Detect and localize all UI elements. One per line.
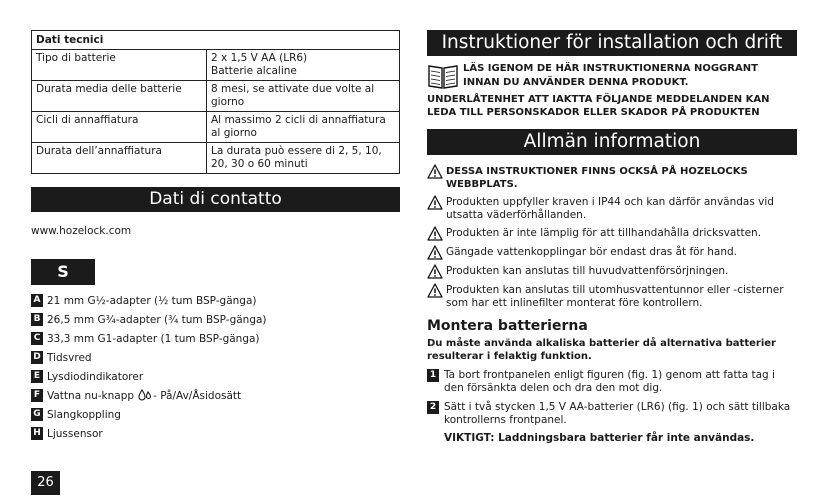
- list-item: [31, 427, 400, 446]
- tech-label: Durata media delle batterie: [32, 81, 207, 112]
- part-text: Vattna nu-knapp: [47, 390, 135, 402]
- alert-text: DESSA INSTRUKTIONER FINNS OCKSÅ PÅ HOZELOCKS WEBBPLATS.: [446, 166, 748, 190]
- website-url: www.hozelock.com: [31, 225, 132, 237]
- list-item: [31, 313, 400, 332]
- read-notice-text: LÄS IGENOM DE HÄR INSTRUKTIONERNA NOGGRANT INNAN DU ANVÄNDER DENNA PRODUKT.: [463, 63, 758, 88]
- part-text: 21 mm G½-adapter (½ tum BSP-gänga): [47, 295, 257, 307]
- right-column: [427, 30, 797, 444]
- batteries-intro: Du måste använda alkaliska batterier då alternativa batterier resulterar i felaktig funktion.: [427, 338, 776, 362]
- part-suffix: - På/Av/Åsidosätt: [153, 390, 242, 402]
- list-item: [31, 294, 400, 313]
- batteries-heading: Montera batterierna: [427, 318, 588, 334]
- water-drop-icon: [138, 389, 152, 402]
- list-item: [427, 284, 797, 310]
- tech-value: Al massimo 2 cicli di annaffiatura al giorno: [207, 112, 400, 143]
- part-letter: B: [31, 313, 43, 326]
- tech-table-header: Dati tecnici: [32, 31, 400, 50]
- part-text: Lysdiodindikatorer: [47, 371, 144, 383]
- list-item: [427, 246, 797, 260]
- list-item: [427, 369, 797, 395]
- read-notice: [427, 62, 797, 90]
- list-item: [31, 351, 400, 370]
- tech-value: 8 mesi, se attivate due volte al giorno: [207, 81, 400, 112]
- left-column: [31, 30, 400, 446]
- page-number: 26: [31, 471, 60, 495]
- part-letter: E: [31, 370, 43, 383]
- part-letter: G: [31, 408, 43, 421]
- part-letter: C: [31, 332, 43, 345]
- list-item: [427, 196, 797, 222]
- warning-icon: [427, 164, 443, 179]
- warning-icon: [427, 195, 443, 210]
- alert-text: Produkten kan anslutas till huvudvattenförsörjningen.: [446, 265, 729, 277]
- step-number: 2: [427, 401, 439, 414]
- list-item: [31, 408, 400, 427]
- warning-icon: [427, 264, 443, 279]
- part-text: Tidsvred: [47, 352, 92, 364]
- book-icon: [427, 62, 459, 90]
- table-row: [32, 81, 400, 112]
- alert-list: [427, 165, 797, 310]
- step-number: 1: [427, 369, 439, 382]
- tech-label: Cicli di annaffiatura: [32, 112, 207, 143]
- table-row: [32, 143, 400, 174]
- alert-text: Produkten kan anslutas till utomhusvattentunnor eller -cisterner som har ett inlinefilter monterat före kontrollern.: [446, 284, 784, 309]
- language-section-badge: S: [31, 259, 95, 285]
- tech-label: Tipo di batterie: [32, 50, 207, 81]
- table-row: [32, 112, 400, 143]
- list-item: [31, 370, 400, 389]
- list-item: [427, 227, 797, 241]
- part-letter: A: [31, 294, 43, 307]
- table-row: [32, 50, 400, 81]
- tech-data-table: [31, 30, 400, 174]
- part-text: Slangkoppling: [47, 409, 121, 421]
- warning-icon: [427, 245, 443, 260]
- general-info-heading: Allmän information: [427, 129, 797, 155]
- instructions-heading: Instruktioner för installation och drift: [427, 30, 797, 56]
- part-letter: D: [31, 351, 43, 364]
- list-item: [427, 165, 797, 191]
- alert-text: Produkten uppfyller kraven i IP44 och kan därför användas vid utsatta väderförhållanden.: [446, 196, 774, 221]
- step-text: Ta bort frontpanelen enligt figuren (fig. 1) genom att fatta tag i den försänkta delen och dra den mot dig.: [444, 369, 775, 394]
- list-item: [31, 389, 400, 408]
- tech-value: 2 x 1,5 V AA (LR6) Batterie alcaline: [207, 50, 400, 81]
- part-letter: F: [31, 389, 43, 402]
- warning-icon: [427, 283, 443, 298]
- list-item: [427, 265, 797, 279]
- tech-value: La durata può essere di 2, 5, 10, 20, 30 o 60 minuti: [207, 143, 400, 174]
- step-text: Sätt i två stycken 1,5 V AA-batterier (LR6) (fig. 1) och sätt tillbaka kontrollerns frontpanel.: [444, 401, 791, 426]
- alert-text: Gängade vattenkopplingar bör endast dras åt för hand.: [446, 246, 738, 258]
- warning-text: UNDERLÅTENHET ATT IAKTTA FÖLJANDE MEDDELANDEN KAN LEDA TILL PERSONSKADOR ELLER SKADOR PÅ PRODUKTEN: [427, 94, 770, 118]
- important-note: VIKTIGT: Laddningsbara batterier får inte användas.: [444, 432, 755, 444]
- part-text: Ljussensor: [47, 428, 103, 440]
- part-text: 26,5 mm G¾-adapter (¾ tum BSP-gänga): [47, 314, 267, 326]
- list-item: [427, 401, 797, 427]
- steps-list: [427, 369, 797, 427]
- parts-list: [31, 294, 400, 446]
- warning-icon: [427, 226, 443, 241]
- contact-heading: Dati di contatto: [31, 187, 400, 212]
- list-item: [31, 332, 400, 351]
- tech-label: Durata dell’annaffiatura: [32, 143, 207, 174]
- part-text: 33,3 mm G1-adapter (1 tum BSP-gänga): [47, 333, 260, 345]
- alert-text: Produkten är inte lämplig för att tillhandahålla dricksvatten.: [446, 227, 762, 239]
- part-letter: H: [31, 427, 43, 440]
